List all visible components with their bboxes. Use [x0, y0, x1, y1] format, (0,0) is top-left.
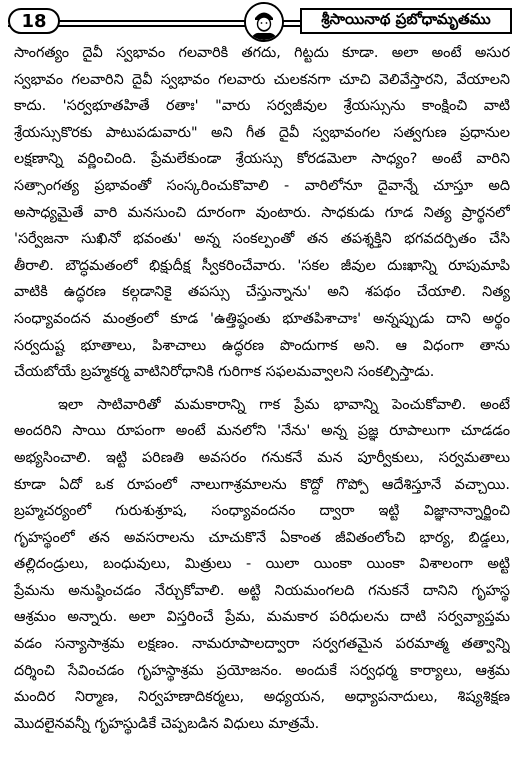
paragraph [14, 40, 510, 386]
text-line: అసాధ్యమైతే వారి మనసుంచి దూరంగా వుంటారు. సాధకుడు గూడ నిత్య ప్రార్థనలో [14, 204, 510, 221]
text-line: అందరిని సాయి రూపంగా అంటే మనలోని 'నేను' అన్న ప్రజ్ఞ రూపాలుగా చూడడం [14, 423, 510, 440]
text-line: మందిర నిర్మాణ, నిర్వహణాదికర్మలు, అధ్యయన, అధ్యాపనాదులు, శిష్యశిక్షణ [14, 689, 510, 706]
text-line: మొదలైనవన్నీ గృహస్థుడికే చెప్పబడిన విధులు మాత్రమే. [14, 715, 320, 732]
paragraph [14, 392, 510, 738]
text-line: అభ్యసించాలి. ఇట్టి పరిణతి అవసరం గనుకనే మన పూర్వీకులు, సర్వమతాలు [14, 449, 510, 466]
text-line: సాంగత్యం దైవీ స్వభావం గలవారికి తగదు, గిట్టదు కూడా. అలా అంటే అసుర [14, 45, 510, 61]
running-title: శ్రీసాయినాథ ప్రబోధామృతము [321, 10, 491, 28]
page-number: 18 [21, 10, 47, 32]
text-line: తల్లిదండ్రులు, బంధువులు, మిత్రులు - యిలా యింకా యింకా విశాలంగా అట్టి [14, 556, 510, 573]
page-header [8, 6, 512, 36]
text-line: ఇలా సాటివారితో మమకారాన్ని గాక ప్రేమ భావాన్ని పెంచుకోవాలి. అంటే [58, 396, 510, 413]
text-line: లక్షణాన్ని వర్ణించింది. ప్రేమలేకుండా శ్రేయస్సు కోరడమెలా సాధ్యం? అంటే వారిని [14, 151, 510, 168]
text-line: బ్రహ్మచర్యంలో గురుశుశ్రూష, సంధ్యావందనం ద్వారా ఇట్టి విజ్ఞానాన్నార్జించి [14, 503, 510, 520]
text-line: శ్రేయస్సుకొరకు పాటుపడువారు" అని గీత దైవీ స్వభావంగల సత్వగుణ ప్రధానుల [14, 124, 510, 141]
text-line: గృహస్థంలో తన అవసరాలను చూచుకొనే ఏకాంత జీవితంలోంచి భార్య, బిడ్డలు, [14, 529, 510, 546]
saint-portrait-icon [244, 2, 284, 42]
text-line: దర్శించి సేవించడం గృహస్థాశ్రమ ప్రయోజనం. అందుకే సర్వధర్మ కార్యాలు, ఆశ్రమ [14, 662, 510, 679]
text-line: సర్వదుష్ట భూతాలు, పిశాచాలు ఉద్ధరణ పొందుగాక అని. ఆ విధంగా తాను [14, 337, 510, 354]
page-number-badge [8, 8, 60, 34]
text-line: కాదు. 'సర్వభూతహితే రతాః' "వారు సర్వజీవుల శ్రేయస్సును కాంక్షించి వాటి [14, 98, 510, 115]
text-line: స్వభావం గలవారిని దైవీ స్వభావం గలవారు చులకనగా చూచి వెలివేస్తారని, వేయాలని [14, 71, 510, 88]
text-line: కూడా ఏదో ఒక రూపంలో నాలుగాశ్రమాలను కొద్దో గొప్పో ఆదేశిస్తూనే వచ్చాయి. [14, 476, 510, 493]
text-line: 'సర్వేజనా సుఖినో భవంతు' అన్న సంకల్పంతో తన తపశ్శక్తిని భగవదర్పితం చేసి [14, 231, 510, 248]
text-line: ఆశ్రమం అన్నారు. అలా విస్తరించే ప్రేమ, మమకార పరిధులను దాటి సర్వవ్యాప్తమ [14, 609, 510, 626]
text-line: వాటికి ఉద్ధరణ కల్గడానికై తపస్సు చేస్తున్నాను' అని శపథం చేయాలి. నిత్య [14, 284, 510, 301]
text-line: ప్రేమను అనుష్ఠించడం నేర్చుకోవాలి. అట్టి నియమంగలది గనుకనే దానిని గృహస్థ [14, 582, 510, 599]
text-line: సంధ్యావందన మంత్రంలో కూడ 'ఉత్తిష్ఠంతు భూతపిశాచాః' అన్నప్పుడు దాని అర్థం [14, 310, 510, 327]
text-line: వడం సన్యాసాశ్రమ లక్షణం. నామరూపాలద్వారా సర్వగతమైన పరమాత్మ తత్వాన్ని [14, 636, 510, 653]
text-line: తీరాలి. బౌద్ధమతంలో భిక్షుదీక్ష స్వీకరించేవారు. 'సకల జీవుల దుఃఖాన్ని రూపుమాపి [14, 257, 510, 274]
text-line: చేయబోయే బ్రహ్మకర్మ వాటినిరోధానికి గురిగాక సఫలమవ్వాలని సంకల్పిస్తాడు. [14, 364, 435, 381]
running-title-box [300, 8, 512, 34]
body-text [14, 40, 510, 737]
text-line: సత్సాంగత్య ప్రభావంతో సంస్కరించుకొవాలి - వారిలోనూ దైవాన్నే చూస్తూ అది [14, 177, 510, 194]
